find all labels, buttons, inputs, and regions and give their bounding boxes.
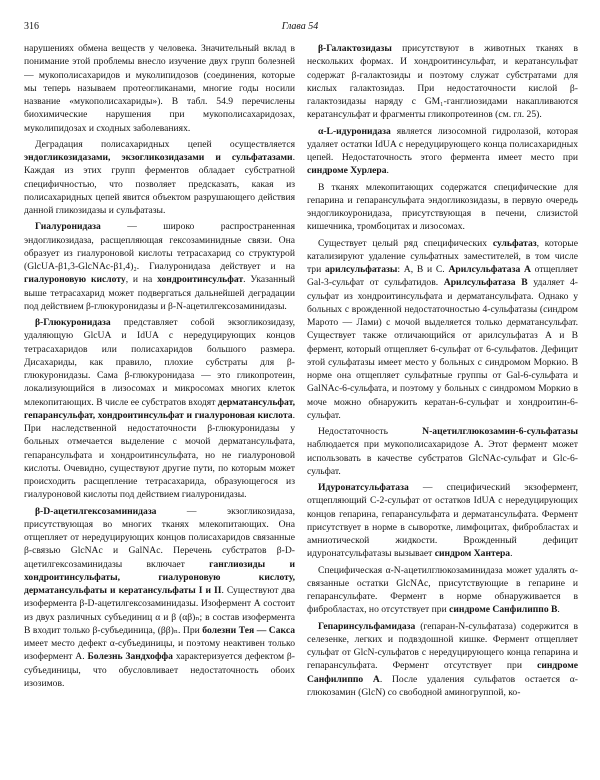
text-run: удаляет 4-сульфат из хондроитинсульфата и дерматансульфата. Однако у больных с врожденной недостаточностью 4-сульфатазы (синдром Марото — Лами) с мочой выделяется только дерматансульфат. Существует также отличающийся от арилсульфатаз А и В фермент, который отщепляет 6-сульфат от 6-сульфатов. Дефицит этой сульфатазы имеет место у больных с синдромом Моркио. В норме она отщепляет сульфатные группы от Gal-6-сульфата и GalNAc-6-сульфата, и поэтому у больных с синдромом Моркио в моче можно обнаружить кератан-6-сульфат и хондроитин-6-сульфат. — [307, 277, 578, 421]
bold-term: хондроитинсульфат — [157, 274, 244, 286]
page-header — [0, 0, 600, 40]
text-run: является лизосомной гидролазой, которая удаляет остатки IdUA с нередуцирующего конца полисахаридных цепей. Недостаточность этого фермента имеет место при — [307, 125, 578, 163]
bold-term: β-Галактозидазы — [318, 43, 392, 54]
text-run: представляет собой экзогликозидазу, удаляющую GlcUA и IdUA с нередуцирующих концов тетрасахаридов или полисахаридов большого размера. Дисахариды, как правило, плохие субстраты для β-глюкуронидазы. Сама β-глюкуронидаза — это гликопротеин, локализующийся в лизосомах и микросомах многих клеток млекопитающих. В числе ее субстратов входят — [24, 317, 295, 408]
text-run: имеет место дефект α-субъединицы, и поэтому неактивен только изофермент А. — [24, 638, 295, 663]
text-run: Существует целый ряд специфических — [318, 237, 493, 249]
bold-term: синдроме Санфилиппо А — [307, 660, 578, 685]
bold-term: болезни Тея — Сакса — [202, 624, 295, 636]
bold-term: сульфатаз — [492, 237, 537, 249]
text-run: , которые катализируют удаление сульфатных заместителей, в том числе три — [307, 237, 578, 275]
paragraph — [24, 42, 295, 135]
bold-term: N-ацетилглюкозамин-6-сульфатазы — [422, 426, 578, 437]
text-run: : А, В и С. — [397, 264, 449, 275]
text-run: (гепаран-N-сульфатаза) содержится в селезенке, легких и подвздошной кишке. Фермент отщепляет сульфат от GlcN-сульфатов с нередуцирующего конца гепарина и гепарансульфата. Фермент отсутствует при — [307, 620, 578, 672]
bold-term: α-L-идуронидаза — [318, 125, 391, 137]
bold-term: Арилсульфатаза В — [443, 277, 528, 289]
bold-term: Идуронатсульфатаза — [318, 482, 409, 493]
text-run: — специфический экзофермент, отщепляющий С-2-сульфат от остатков IdUA с нередуцирующих концов гепарина, гепарансульфата и дерматансульфата. Фермент присутствует в норме в сыворотке, лимфоцитах, фибробластах и амниотической жидкости. Врожденный дефицит идуронатсульфатазы вызывает — [307, 482, 578, 560]
bold-term: гиалуроновую кислоту — [24, 274, 126, 286]
page-number: 316 — [24, 21, 39, 32]
text-run: . Существуют два изофермента β-D-ацетилгексозаминидазы. Изофермент А состоит из двух различных субъединиц α и β (αβ)ₙ; в состав изофермента В входит только β-субъединица, (ββ)ₙ. При — [24, 585, 295, 636]
bold-term: Гиалуронидаза — [35, 221, 101, 233]
text-run: . Каждая из этих групп ферментов обладает субстратной специфичностью, что позволяет предсказать, какая из полисахаридных цепей явится объектом разрушающего действия данной гликозидазы и сульфатазы. — [24, 152, 295, 216]
bold-term: дерматансульфат, гепарансульфат, хондроитинсульфат и гиалуроновая кислота — [24, 396, 295, 421]
bold-term: синдром Хантера — [434, 548, 511, 560]
bold-term: Арилсульфатаза А — [448, 264, 531, 275]
bold-term: β-Глюкуронидаза — [35, 317, 111, 328]
paragraph — [307, 181, 578, 234]
paragraph — [307, 125, 578, 178]
bold-term: эндогликозидазами, экзогликозидазами и сульфатазами — [24, 152, 293, 163]
text-run: наблюдается при мукополисахаридозе А. Этот фермент может использовать в качестве субстратов GlcNAc-сульфат и Glc-6-сульфат. — [307, 439, 578, 477]
text-run: нарушениях обмена веществ у человека. Значительный вклад в понимание этой проблемы внесло изучение двух групп болезней — мукополисахаридов и муколипидозов (соединения, которые мы теперь называем протеогликанами, многие годы носили название «мукополисахариды»). В табл. 54.9 перечислены биохимические нарушения при мукополисахаридозах, муколипидозах и сходных заболеваниях. — [24, 43, 295, 134]
text-run: Специфическая α-N-ацетилглюкозаминидаза может удалять α-связанные остатки GlcNAc, присутствующие в гепарине и гепарансульфате. Фермент в норме обнаруживается в фибробластах, но отсутствует при — [307, 564, 578, 616]
bold-term: β-D-ацетилгексозаминидаза — [35, 505, 157, 517]
paragraph — [307, 237, 578, 423]
text-run: — широко распространенная эндогликозидаза, расщепляющая гексозаминидные связи. Она образует из гиалуроновой кислоты тетрасахарид со структурой (GlcUA-β1,3-GlcNAc-β1,4)₂. Гиалуронидаза действует и на — [24, 221, 295, 272]
text-run: — экзогликозидаза, присутствующая во многих тканях млекопитающих. Она отщепляет от нередуцирующих концов полисахаридов связанные β-связью GlcNAc и GalNAc. Перечень субстратов β-D-ацетилгексозаминидазы включает — [24, 505, 295, 570]
paragraph — [24, 138, 295, 218]
right-text-column — [307, 42, 578, 776]
paragraph — [24, 220, 295, 313]
text-run: . При наследственной недостаточности β-глюкуронидазы у больных отмечается выделение с мочой дерматансульфата, гепарансульфата и хондроитинсульфата, но не гиалуроновой кислоты. Очевидно, существуют другие пути, по которым может происходить расщепление тетрасахарида, образующегося из гиалуроновой кислоты под действием гиалуронидазы. — [24, 409, 295, 501]
text-run: . — [510, 548, 513, 560]
bold-term: арилсульфатазы — [325, 264, 398, 275]
text-run: . — [557, 604, 560, 616]
paragraph — [307, 564, 578, 617]
bold-term: синдроме Санфилиппо В — [449, 604, 558, 616]
text-run: Недостаточность — [318, 426, 423, 437]
bold-term: Болезнь Зандхоффа — [87, 651, 173, 663]
text-run: . Указанный выше тетрасахарид может подвергаться дальнейшей деградации под действием β-глюкуронидазы и β-N-ацетилгексозаминидазы. — [24, 274, 295, 312]
paragraph — [307, 620, 578, 700]
text-run: Деградация полисахаридных цепей осуществляется — [35, 138, 295, 150]
text-run: характеризуется дефектом β-субъединицы, что обусловливает недостаточность обоих изозимов. — [24, 651, 295, 689]
text-run: . — [386, 165, 389, 177]
text-run: , и на — [125, 274, 158, 286]
paragraph — [307, 42, 578, 122]
paragraph — [307, 481, 578, 561]
text-run: присутствуют в животных тканях в нескольких формах. И хондроитинсульфат, и кератансульфат содержат β-галактозиды и поэтому служат субстратами для кислых галактозидаз. При недостаточности кислой β-галактозидазы наряду с GM₁-ганглиозидами накапливаются кератансульфат и фрагменты гликопротеинов (см. гл. 25). — [307, 43, 578, 121]
paragraph — [24, 505, 295, 691]
paragraph — [24, 316, 295, 502]
left-text-column — [24, 42, 295, 776]
text-run: . После удаления сульфатов остается α-глюкозамин (GlcN) со свободной аминогруппой, ко- — [307, 673, 578, 698]
paragraph — [307, 425, 578, 478]
running-head: Глава 54 — [281, 21, 319, 32]
bold-term: Гепаринсульфамидаза — [318, 620, 416, 632]
bold-term: синдроме Хурлера — [307, 165, 387, 177]
bold-term: ганглиозиды и хондроитинсульфаты, гиалуроновую кислоту, дерматансульфаты и кератансульфаты I и II — [24, 558, 295, 596]
text-run: отщепляет Gal-3-сульфат от сульфатидов. — [307, 264, 578, 289]
text-run: В тканях млекопитающих содержатся специфические для гепарина и гепарансульфата эндогликозидазы, в первую очередь эндогликоуронидаза, присутствующая в печени, слизистой кишечника, тромбоцитах и лизосомах. — [307, 181, 578, 233]
